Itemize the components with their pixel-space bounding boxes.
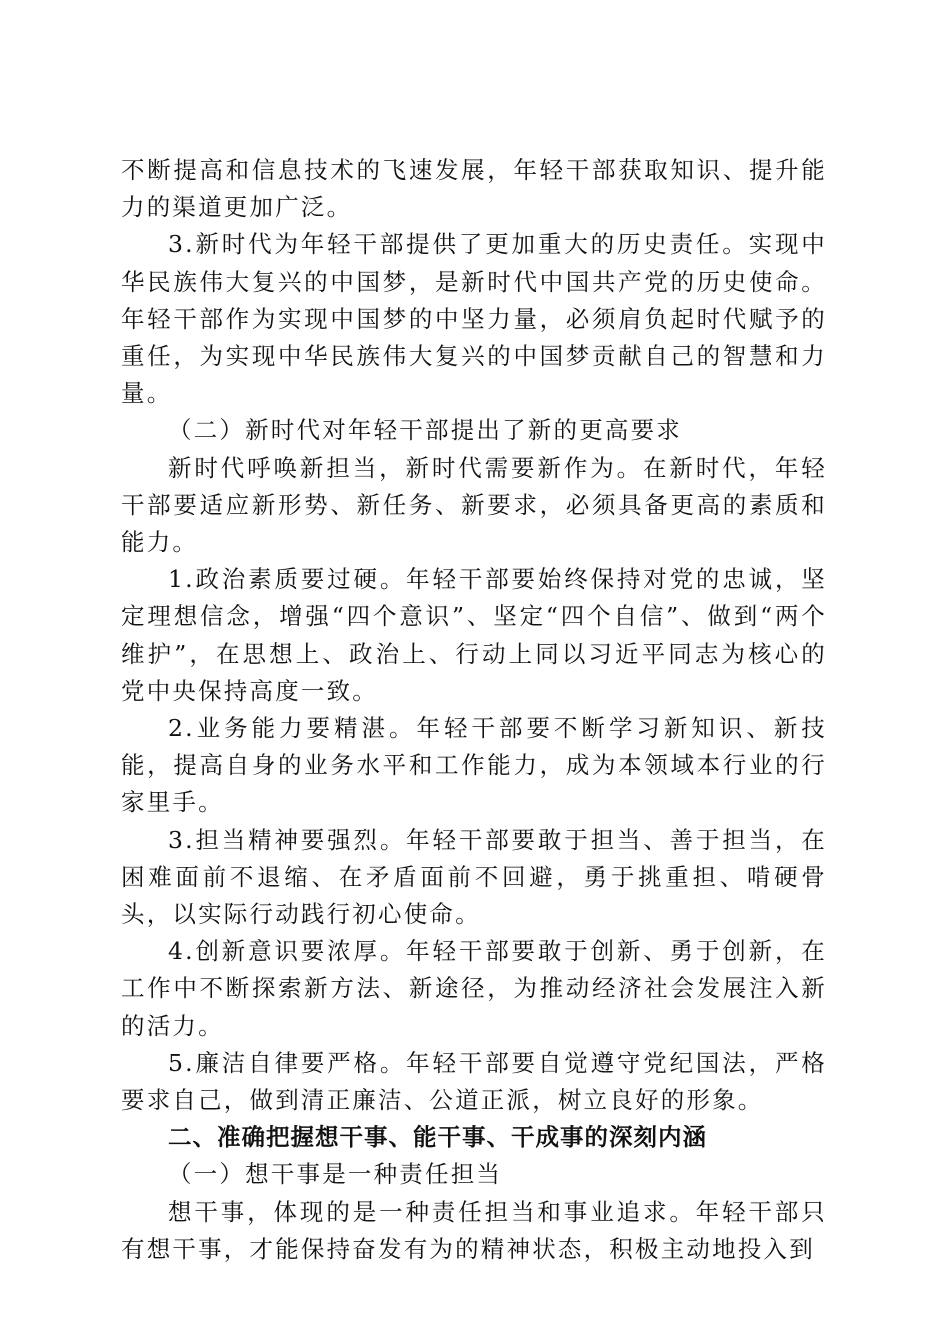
section-heading-two: 二、准确把握想干事、能干事、干成事的深刻内涵 [168, 1123, 707, 1152]
paragraph-point-1-political-quality: 1.政治素质要过硬。年轻干部要始终保持对党的忠诚，坚定理想信念，增强“四个意识”、坚定“四个自信”、做到“两个维护”，在思想上、政治上、行动上同以习近平同志为核心的党中央保持高度一致。 [121, 565, 827, 705]
paragraph-continuation: 不断提高和信息技术的飞速发展，年轻干部获取知识、提升能力的渠道更加广泛。 [121, 156, 827, 222]
document-body [121, 152, 827, 1268]
paragraph-point-3-spirit-of-responsibility: 3.担当精神要强烈。年轻干部要敢于担当、善于担当，在困难面前不退缩、在矛盾面前不回避，勇于挑重担、啃硬骨头，以实际行动践行初心使命。 [121, 825, 827, 929]
paragraph-point-4-innovation: 4.创新意识要浓厚。年轻干部要敢于创新、勇于创新，在工作中不断探索新方法、新途径，为推动经济社会发展注入新的活力。 [121, 937, 827, 1040]
paragraph-point-5-integrity: 5.廉洁自律要严格。年轻干部要自觉遵守党纪国法，严格要求自己，做到清正廉洁、公道正派，树立良好的形象。 [121, 1048, 827, 1115]
subheading-higher-requirements: （二）新时代对年轻干部提出了新的更高要求 [168, 416, 682, 445]
paragraph-point-2-professional-ability: 2.业务能力要精湛。年轻干部要不断学习新知识、新技能，提高自身的业务水平和工作能力，成为本领域本行业的行家里手。 [121, 714, 827, 817]
paragraph-new-era-intro: 新时代呼唤新担当，新时代需要新作为。在新时代，年轻干部要适应新形势、新任务、新要求，必须具备更高的素质和能力。 [121, 453, 827, 557]
subheading-willing-to-work: （一）想干事是一种责任担当 [168, 1160, 503, 1189]
paragraph-willing-to-work: 想干事，体现的是一种责任担当和事业追求。年轻干部只有想干事，才能保持奋发有为的精神状态，积极主动地投入到 [121, 1197, 827, 1263]
paragraph-point-3-historic-responsibility: 3.新时代为年轻干部提供了更加重大的历史责任。实现中华民族伟大复兴的中国梦，是新时代中国共产党的历史使命。年轻干部作为实现中国梦的中坚力量，必须肩负起时代赋予的重任，为实现中华民族伟大复兴的中国梦贡献自己的智慧和力量。 [121, 230, 827, 408]
